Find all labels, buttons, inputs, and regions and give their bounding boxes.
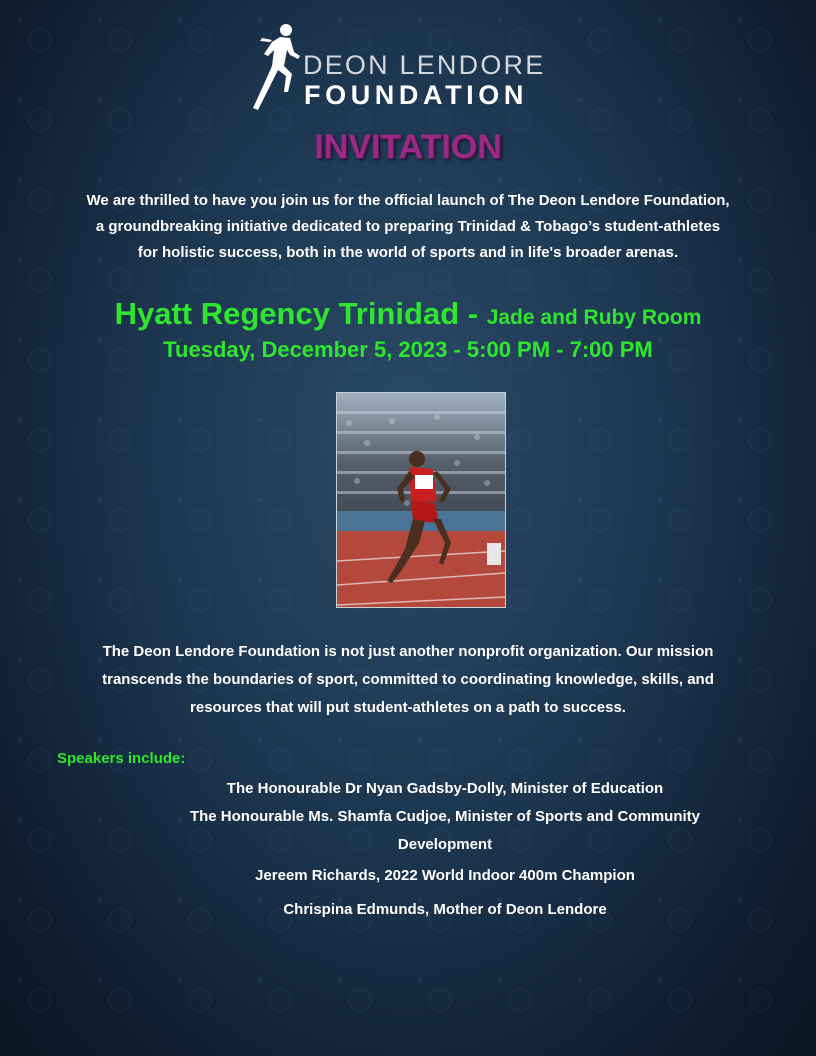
speaker-item: The Honourable Ms. Shamfa Cudjoe, Minister of Sports and Community xyxy=(189,808,701,825)
mission-line: The Deon Lendore Foundation is not just another nonprofit organization. Our mission xyxy=(102,643,714,660)
venue-name: Hyatt Regency Trinidad - xyxy=(114,296,487,331)
foundation-logo xyxy=(250,22,590,114)
speaker-item: Jereem Richards, 2022 World Indoor 400m Champion xyxy=(255,867,635,884)
speaker-item: Development xyxy=(397,836,493,853)
intro-paragraph xyxy=(30,188,786,266)
mission-line: transcends the boundaries of sport, committed to coordinating knowledge, skills, and xyxy=(102,671,714,688)
event-datetime: Tuesday, December 5, 2023 - 5:00 PM - 7:00 PM xyxy=(163,337,653,362)
logo-text-line2: FOUNDATION xyxy=(304,80,528,110)
mission-paragraph xyxy=(40,638,776,722)
invitation-title: INVITATION xyxy=(314,128,502,166)
athlete-photo xyxy=(336,392,506,608)
runner-icon xyxy=(250,22,302,114)
logo-text-line1: DEON LENDORE xyxy=(303,50,546,80)
speakers-heading: Speakers include: xyxy=(57,750,186,767)
venue-room: Jade and Ruby Room xyxy=(486,306,702,329)
intro-line: a groundbreaking initiative dedicated to preparing Trinidad & Tobago’s student-athletes xyxy=(95,218,721,235)
mission-line: resources that will put student-athletes on a path to success. xyxy=(190,699,626,716)
intro-line: We are thrilled to have you join us for the official launch of The Deon Lendore Foundation, xyxy=(86,192,730,209)
speaker-item: The Honourable Dr Nyan Gadsby-Dolly, Minister of Education xyxy=(226,780,664,797)
venue-line xyxy=(0,296,816,332)
intro-line: for holistic success, both in the world of sports and in life's broader arenas. xyxy=(137,244,679,261)
speaker-item: Chrispina Edmunds, Mother of Deon Lendore xyxy=(283,901,607,918)
